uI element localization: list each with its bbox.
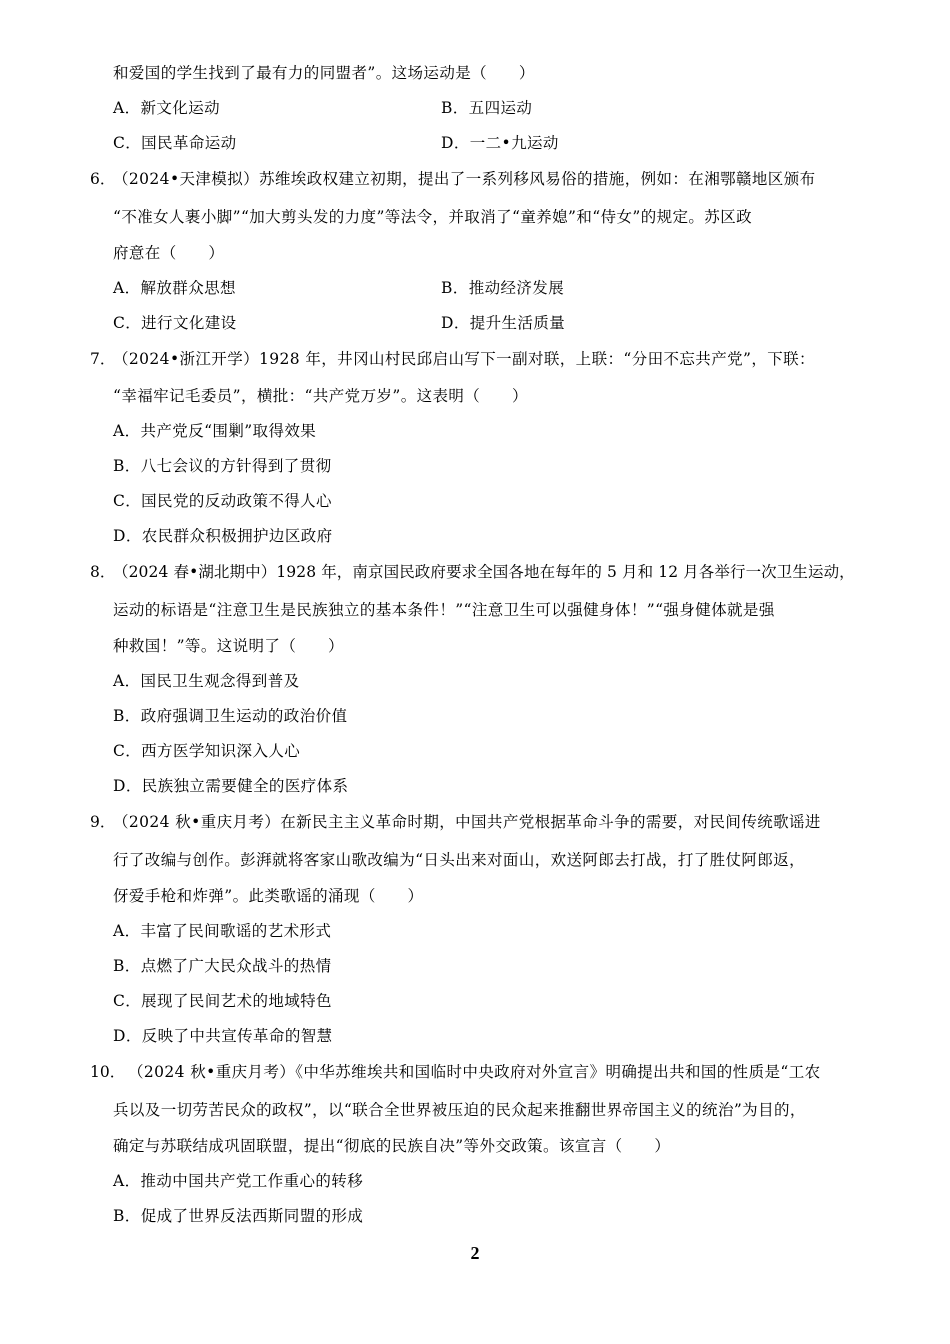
q6-option-b[interactable]: B．推动经济发展	[441, 279, 565, 297]
q7-option-c[interactable]: C．国民党的反动政策不得人心	[113, 492, 332, 510]
q8-option-c[interactable]: C．西方医学知识深入人心	[113, 742, 301, 760]
q5-option-b[interactable]: B．五四运动	[441, 99, 533, 117]
q10-number: 10．	[90, 1063, 126, 1081]
q7-option-a[interactable]: A．共产党反“围剿”取得效果	[113, 422, 317, 440]
q10-stem-line-1: （2024 秋•重庆月考）《中华苏维埃共和国临时中央政府对外宣言》明确提出共和国的性质是“工农	[128, 1063, 821, 1081]
q8-number: 8．	[90, 563, 116, 581]
q8-stem-line-2: 运动的标语是“注意卫生是民族独立的基本条件！”“注意卫生可以强健身体！”“强身健体就是强	[113, 601, 775, 619]
q9-option-c[interactable]: C．展现了民间艺术的地域特色	[113, 992, 332, 1010]
q8-stem-line-3: 种救国！”等。这说明了（ ）	[113, 637, 344, 655]
q6-stem-line-1: （2024•天津模拟）苏维埃政权建立初期，提出了一系列移风易俗的措施，例如：在湘鄂赣地区颁布	[113, 170, 816, 188]
q8-option-d[interactable]: D．民族独立需要健全的医疗体系	[113, 777, 349, 795]
q8-option-b[interactable]: B．政府强调卫生运动的政治价值	[113, 707, 348, 725]
q7-stem-line-1: （2024•浙江开学）1928 年，井冈山村民邱启山写下一副对联，上联：“分田不忘共产党”，下联：	[113, 350, 815, 368]
q10-stem-line-3: 确定与苏联结成巩固联盟，提出“彻底的民族自决”等外交政策。该宣言（ ）	[113, 1137, 671, 1155]
q5-option-c[interactable]: C．国民革命运动	[113, 134, 237, 152]
q7-option-b[interactable]: B．八七会议的方针得到了贯彻	[113, 457, 332, 475]
q10-option-a[interactable]: A．推动中国共产党工作重心的转移	[113, 1172, 364, 1190]
q6-stem-line-3: 府意在（ ）	[113, 244, 225, 262]
q9-number: 9．	[90, 813, 116, 831]
q9-option-a[interactable]: A．丰富了民间歌谣的艺术形式	[113, 922, 332, 940]
q6-option-d[interactable]: D．提升生活质量	[441, 314, 566, 332]
q9-stem-line-1: （2024 秋•重庆月考）在新民主主义革命时期，中国共产党根据革命斗争的需要，对民间传统歌谣进	[113, 813, 821, 831]
q5-stem-continuation: 和爱国的学生找到了最有力的同盟者”。这场运动是（ ）	[113, 64, 535, 82]
q10-stem-line-2: 兵以及一切劳苦民众的政权”，以“联合全世界被压迫的民众起来推翻世界帝国主义的统治”为目的，	[113, 1101, 806, 1119]
q5-option-a[interactable]: A．新文化运动	[113, 99, 220, 117]
q7-number: 7．	[90, 350, 116, 368]
q6-number: 6．	[90, 170, 116, 188]
page-number: 2	[470, 1243, 480, 1263]
q9-option-d[interactable]: D．反映了中共宣传革命的智慧	[113, 1027, 333, 1045]
q6-option-c[interactable]: C．进行文化建设	[113, 314, 237, 332]
q10-option-b[interactable]: B．促成了世界反法西斯同盟的形成	[113, 1207, 364, 1225]
q7-stem-line-2: “幸福牢记毛委员”，横批：“共产党万岁”。这表明（ ）	[113, 387, 528, 405]
q5-option-d[interactable]: D．一二•九运动	[441, 134, 559, 152]
q8-stem-line-1: （2024 春•湖北期中）1928 年，南京国民政府要求全国各地在每年的 5 月和 12 月各举行一次卫生运动，	[113, 563, 855, 581]
q6-option-a[interactable]: A．解放群众思想	[113, 279, 236, 297]
q9-stem-line-2: 行了改编与创作。彭湃就将客家山歌改编为“日头出来对面山，欢送阿郎去打战，打了胜仗阿郎返，	[113, 851, 806, 869]
q7-option-d[interactable]: D．农民群众积极拥护边区政府	[113, 527, 333, 545]
q9-stem-line-3: 伢爱手枪和炸弹”。此类歌谣的涌现（ ）	[113, 887, 424, 905]
q9-option-b[interactable]: B．点燃了广大民众战斗的热情	[113, 957, 332, 975]
q8-option-a[interactable]: A．国民卫生观念得到普及	[113, 672, 300, 690]
q6-stem-line-2: “不准女人裹小脚”“加大剪头发的力度”等法令，并取消了“童养媳”和“侍女”的规定。苏区政	[113, 208, 752, 226]
